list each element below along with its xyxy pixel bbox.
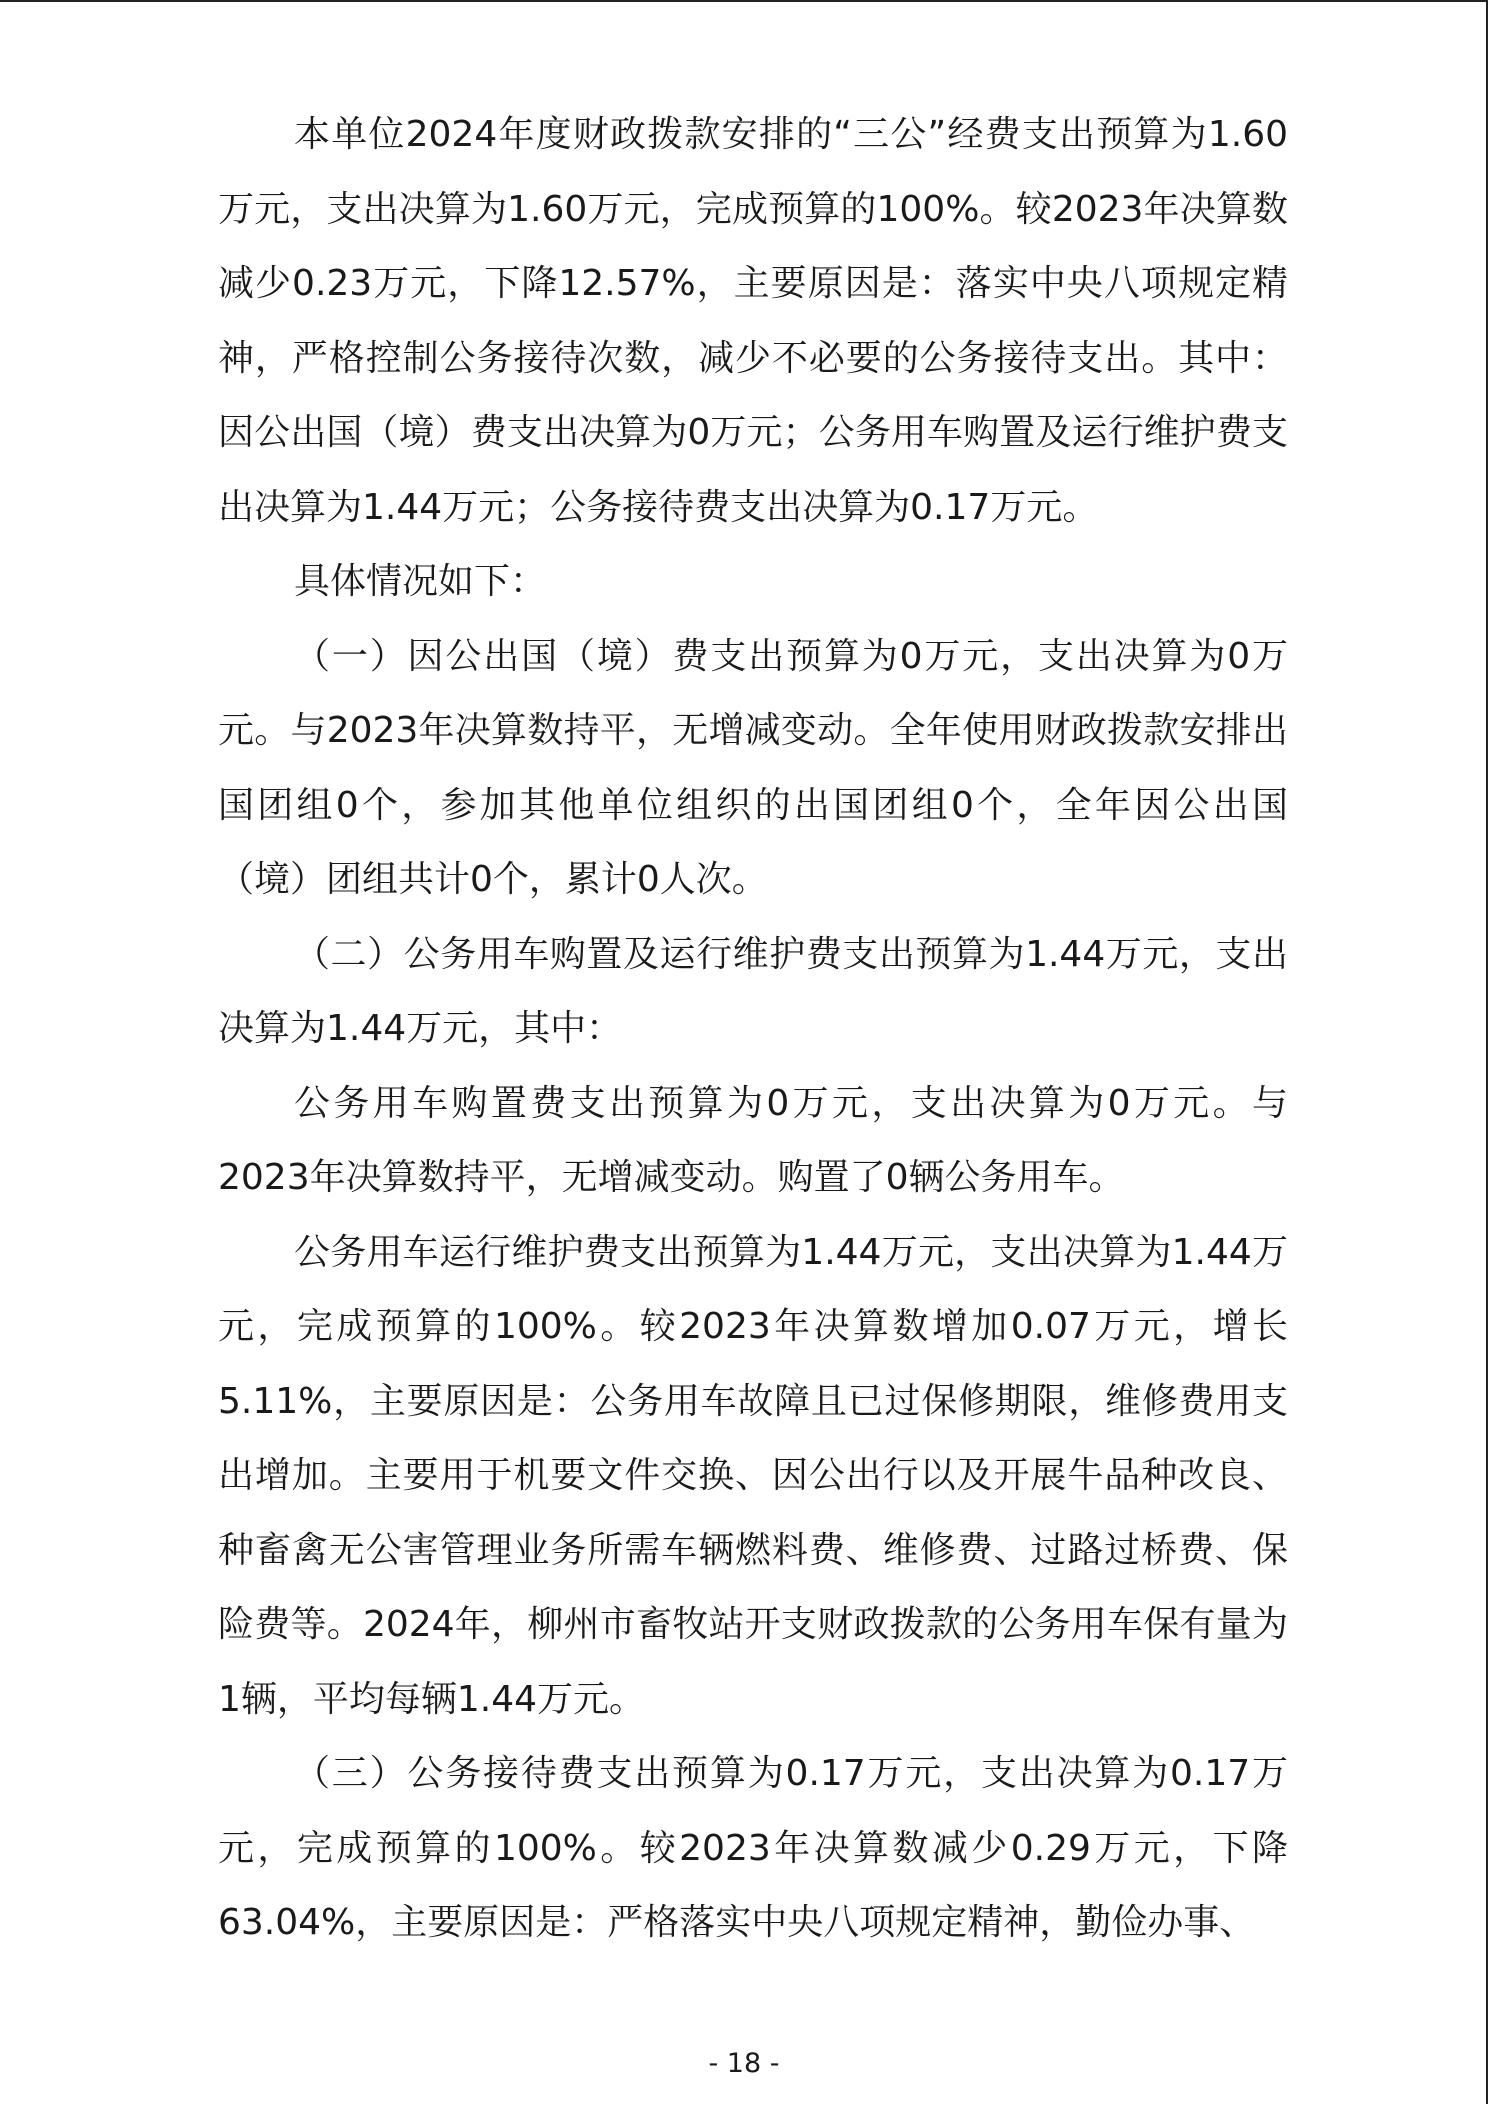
paragraph-reception: （三）公务接待费支出预算为0.17万元，支出决算为0.17万元，完成预算的100%。较2023年决算数减少0.29万元，下降63.04%，主要原因是：严格落实中央八项规定精神，勤俭办事、 bbox=[218, 1753, 1288, 1943]
paragraph-overseas-travel: （一）因公出国（境）费支出预算为0万元，支出决算为0万元。与2023年决算数持平，无增减变动。全年使用财政拨款安排出国团组0个，参加其他单位组织的出国团组0个，全年因公出国（境）团组共计0个，累计0人次。 bbox=[218, 635, 1288, 900]
page-number: - 18 - bbox=[708, 2048, 780, 2079]
paragraph-vehicle-total: （二）公务用车购置及运行维护费支出预算为1.44万元，支出决算为1.44万元，其中： bbox=[218, 933, 1288, 1049]
paragraph-vehicle-maintenance: 公务用车运行维护费支出预算为1.44万元，支出决算为1.44万元，完成预算的100%。较2023年决算数增加0.07万元，增长5.11%，主要原因是：公务用车故障且已过保修期限，维修费用支出增加。主要用于机要文件交换、因公出行以及开展牛品种改良、种畜禽无公害管理业务所需车辆燃料费、维修费、过路过桥费、保险费等。2024年，柳州市畜牧站开支财政拨款的公务用车保有量为1辆，平均每辆1.44万元。 bbox=[218, 1231, 1288, 1720]
document-body bbox=[218, 98, 1288, 1961]
paragraph-sangong-summary: 本单位2024年度财政拨款安排的“三公”经费支出预算为1.60万元，支出决算为1.60万元，完成预算的100%。较2023年决算数减少0.23万元，下降12.57%，主要原因是：落实中央八项规定精神，严格控制公务接待次数，减少不必要的公务接待支出。其中：因公出国（境）费支出决算为0万元；公务用车购置及运行维护费支出决算为1.44万元；公务接待费支出决算为0.17万元。 bbox=[218, 114, 1288, 528]
paragraph-vehicle-purchase: 公务用车购置费支出预算为0万元，支出决算为0万元。与2023年决算数持平，无增减变动。购置了0辆公务用车。 bbox=[218, 1082, 1288, 1198]
paragraph-details-intro: 具体情况如下： bbox=[294, 561, 547, 602]
